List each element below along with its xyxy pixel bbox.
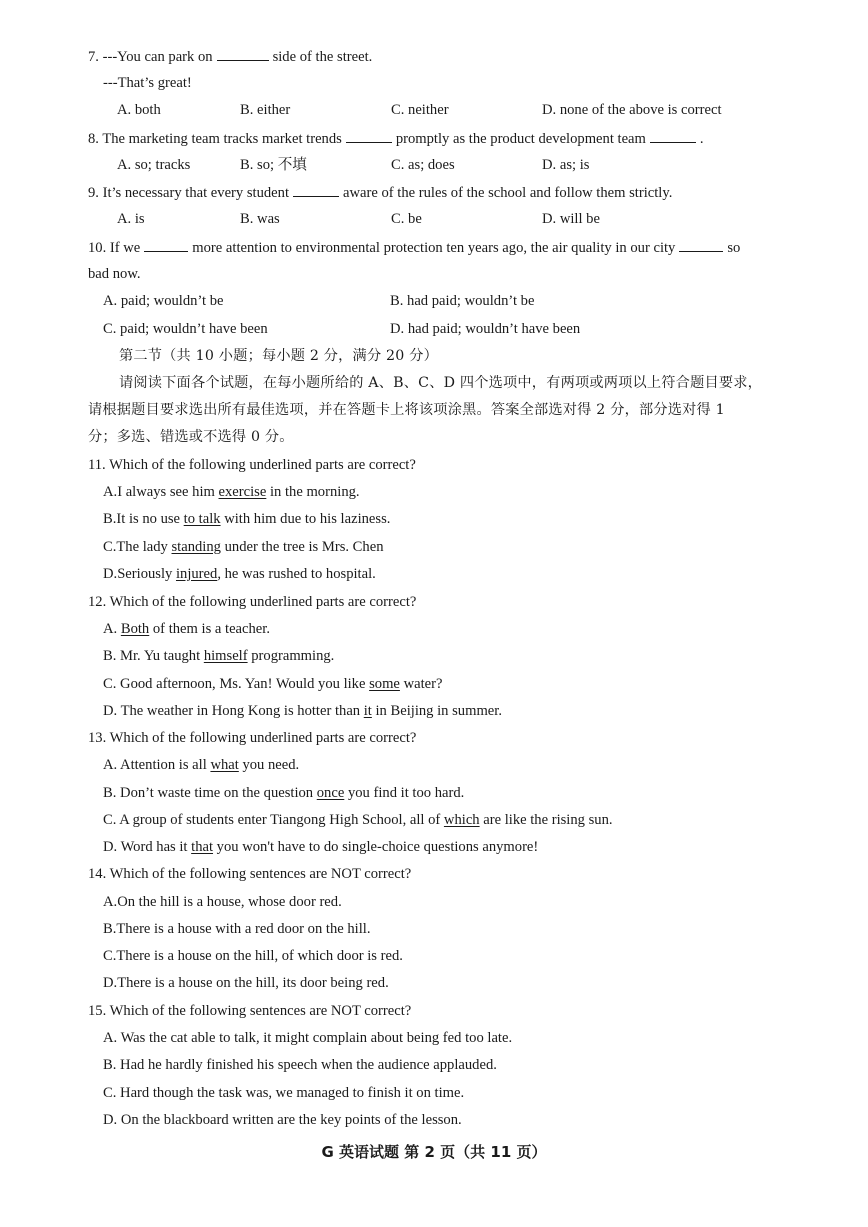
question-12-option-c: C. Good afternoon, Ms. Yan! Would you like some water? [103,676,443,692]
question-11-option-c: C.The lady standing under the tree is Mrs. Chen [103,539,384,555]
question-12-stem: 12. Which of the following underlined parts are correct? [88,594,417,610]
option-a: A. so; tracks [117,157,191,173]
question-9-stem: 9. It’s necessary that every student aware of the rules of the school and follow them strictly. [88,185,673,201]
question-14-stem: 14. Which of the following sentences are NOT correct? [88,866,412,882]
section-instructions-line3: 分；多选、错选或不选得 0 分。 [88,429,294,445]
option-d: D. had paid; wouldn’t have been [390,321,581,337]
question-7-reply: ---That’s great! [103,75,192,91]
question-10-stem: 10. If we more attention to environmental protection ten years ago, the air quality in our city so [88,240,741,256]
option-d: D. as; is [542,157,590,173]
question-8-stem: 8. The marketing team tracks market trends promptly as the product development team . [88,131,704,147]
option-b: B. so; 不填 [240,157,307,173]
question-14-option-d: D.There is a house on the hill, its door being red. [103,975,389,991]
underlined-part: exercise [218,484,267,500]
underlined-part: Both [120,621,150,637]
question-12-option-a: A. Both of them is a teacher. [103,621,270,637]
page-footer: G 英语试题 第 2 页（共 11 页） [321,1143,547,1161]
question-14-option-b: B.There is a house with a red door on the hill. [103,921,371,937]
underlined-part: it [363,703,372,719]
question-15-option-b: B. Had he hardly finished his speech when the audience applauded. [103,1057,497,1073]
question-15-stem: 15. Which of the following sentences are NOT correct? [88,1003,412,1019]
section-instructions-line2: 请根据题目要求选出所有最佳选项，并在答题卡上将该项涂黑。答案全部选对得 2 分，部分选对得 1 [88,402,725,418]
question-11-option-b: B.It is no use to talk with him due to his laziness. [103,511,391,527]
answer-blank [217,47,269,61]
option-c: C. paid; wouldn’t have been [103,321,268,337]
question-14-option-c: C.There is a house on the hill, of which door is red. [103,948,403,964]
underlined-part: once [316,785,345,801]
option-d: D. will be [542,211,600,227]
underlined-part: which [443,812,480,828]
question-13-stem: 13. Which of the following underlined parts are correct? [88,730,417,746]
underlined-part: that [191,839,214,855]
option-d: D. none of the above is correct [542,102,722,118]
question-11-option-d: D.Seriously injured, he was rushed to hospital. [103,566,376,582]
underlined-part: some [369,676,400,692]
answer-blank [650,129,696,143]
question-10-options-row1 [0,292,868,310]
question-8-options [0,156,868,174]
question-12-option-b: B. Mr. Yu taught himself programming. [103,648,335,664]
underlined-part: himself [203,648,248,664]
option-b: B. was [240,211,280,227]
question-9-options [0,210,868,228]
question-15-option-d: D. On the blackboard written are the key points of the lesson. [103,1112,462,1128]
answer-blank [293,183,339,197]
question-10-options-row2 [0,320,868,338]
question-7-options [0,101,868,119]
question-12-option-d: D. The weather in Hong Kong is hotter than it in Beijing in summer. [103,703,502,719]
answer-blank [144,238,188,252]
question-11-stem: 11. Which of the following underlined parts are correct? [88,457,416,473]
section-instructions-line1: 请阅读下面各个试题，在每小题所给的 A、B、C、D 四个选项中，有两项或两项以上符合题目要求， [119,375,763,391]
question-11-option-a: A.I always see him exercise in the morning. [103,484,360,500]
question-13-option-c: C. A group of students enter Tiangong High School, all of which are like the rising sun. [103,812,613,828]
section-heading: 第二节（共 10 小题；每小题 2 分，满分 20 分） [119,348,438,364]
option-a: A. is [117,211,145,227]
question-14-option-a: A.On the hill is a house, whose door red. [103,894,342,910]
question-13-option-d: D. Word has it that you won't have to do single-choice questions anymore! [103,839,539,855]
underlined-part: to talk [183,511,221,527]
answer-blank [679,238,723,252]
option-c: C. neither [391,102,449,118]
question-13-option-b: B. Don’t waste time on the question once you find it too hard. [103,785,465,801]
option-a: A. paid; wouldn’t be [103,293,224,309]
underlined-part: standing [171,539,221,555]
answer-blank [346,129,392,143]
question-7-stem: 7. ---You can park on side of the street. [88,49,373,65]
question-13-option-a: A. Attention is all what you need. [103,757,300,773]
question-10-stem-cont: bad now. [88,266,141,282]
option-c: C. be [391,211,422,227]
question-15-option-c: C. Hard though the task was, we managed to finish it on time. [103,1085,465,1101]
option-a: A. both [117,102,161,118]
option-b: B. either [240,102,291,118]
question-15-option-a: A. Was the cat able to talk, it might complain about being fed too late. [103,1030,513,1046]
underlined-part: what [210,757,239,773]
underlined-part: injured [175,566,218,582]
option-c: C. as; does [391,157,455,173]
option-b: B. had paid; wouldn’t be [390,293,535,309]
